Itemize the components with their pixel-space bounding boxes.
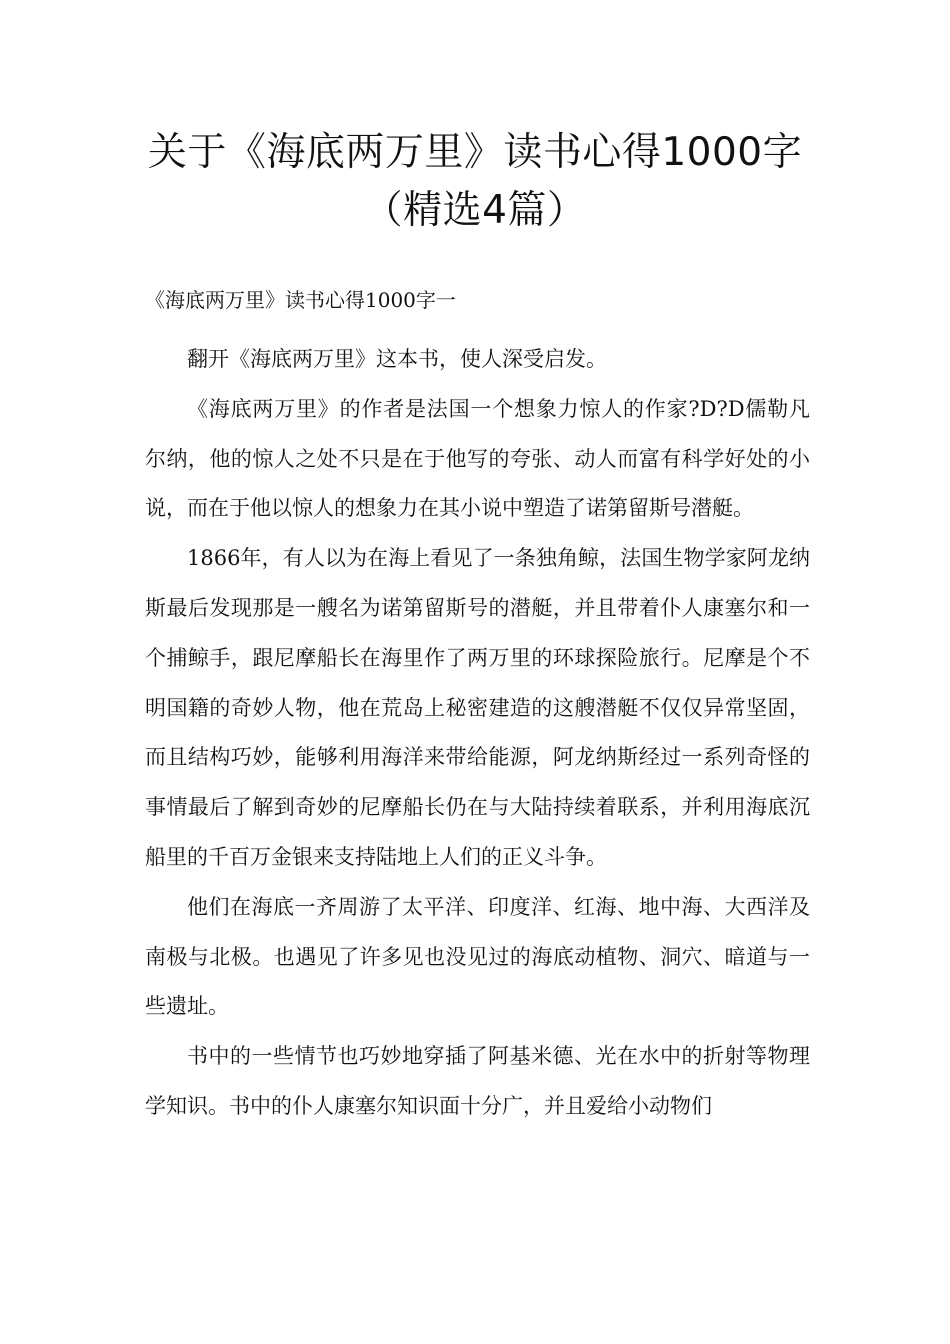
document-title [95, 124, 855, 240]
paragraph-5: 书中的一些情节也巧妙地穿插了阿基米德、光在水中的折射等物理学知识。书中的仆人康塞尔知识面十分广，并且爱给小动物们 [145, 1044, 810, 1118]
paragraph-3: 1866年，有人以为在海上看见了一条独角鲸，法国生物学家阿龙纳斯最后发现那是一艘名为诺第留斯号的潜艇，并且带着仆人康塞尔和一个捕鲸手，跟尼摩船长在海里作了两万里的环球探险旅行。尼摩是个不明国籍的奇妙人物，他在荒岛上秘密建造的这艘潜艇不仅仅异常坚固，而且结构巧妙，能够利用海洋来带给能源，阿龙纳斯经过一系列奇怪的事情最后了解到奇妙的尼摩船长仍在与大陆持续着联系，并利用海底沉船里的千百万金银来支持陆地上人们的正义斗争。 [145, 546, 810, 869]
paragraph-1: 翻开《海底两万里》这本书，使人深受启发。 [187, 347, 607, 371]
title-line-2: （精选4篇） [363, 188, 587, 233]
paragraph-2: 《海底两万里》的作者是法国一个想象力惊人的作家?D?D儒勒凡尔纳，他的惊人之处不只是在于他写的夸张、动人而富有科学好处的小说，而在于他以惊人的想象力在其小说中塑造了诺第留斯号潜艇。 [145, 396, 810, 521]
section-heading: 《海底两万里》读书心得1000字一 [145, 288, 456, 312]
body-text [145, 335, 810, 1132]
title-line-1: 关于《海底两万里》读书心得1000字 [147, 130, 803, 175]
paragraph-4: 他们在海底一齐周游了太平洋、印度洋、红海、地中海、大西洋及南极与北极。也遇见了许多见也没见过的海底动植物、洞穴、暗道与一些遗址。 [145, 894, 810, 1019]
